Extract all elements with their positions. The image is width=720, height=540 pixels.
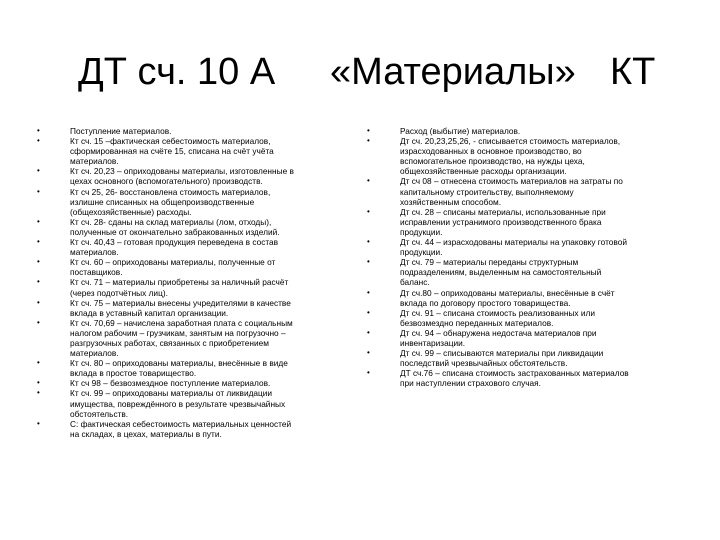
debit-entry-item-text: С: фактическая себестоимость материальных ценностей на складах, в цехах, материалы в пути. <box>70 418 292 439</box>
bullet-icon: • <box>37 297 40 307</box>
debit-entry-item-text: Кт сч. 20,23 – оприходованы материалы, изготовленные в цехах основного (вспомогательного) производств. <box>70 166 294 187</box>
credit-entry-item-text: Дт сч. 20,23,25,26, - списывается стоимость материалов, израсходованных в основное производство, во вспомогательное производство, на нужды цеха, общехозяйственные расходы организации. <box>400 136 621 177</box>
debit-entry-item <box>37 418 348 439</box>
credit-column <box>367 126 710 389</box>
credit-entry-item <box>367 368 710 389</box>
debit-entry-item-text: Кт сч 25, 26- восстановлена стоимость материалов, излишне списанных на общепроизводственные (общехозяйственные) расходы. <box>70 186 271 217</box>
debit-entry-item-text: Кт сч. 70,69 – начислена заработная плата с социальным налогом рабочим – грузчикам, занятым на погрузочно – разгрузочных работах, связанных с приобретением материалов. <box>70 317 293 359</box>
title-account-name: «Материалы» <box>330 51 576 93</box>
title-debit: ДТ сч. 10 А <box>78 51 276 93</box>
credit-entry-item <box>367 348 710 369</box>
credit-entry-item <box>367 307 710 328</box>
debit-entry-item <box>37 317 348 359</box>
slide-title <box>0 48 720 96</box>
debit-entry-item-text: Кт сч. 99 – оприходованы материалы от ликвидации имущества, повреждённого в результате чрезвычайных обстоятельств. <box>70 388 286 419</box>
credit-entry-item-text: Дт сч. 91 – списана стоимость реализованных или безвозмездно переданных материалов. <box>400 307 595 328</box>
debit-entry-item <box>37 216 348 237</box>
bullet-icon: • <box>367 136 370 146</box>
credit-entry-item <box>367 237 710 258</box>
credit-entry-item <box>367 257 710 288</box>
bullet-icon: • <box>37 317 40 327</box>
credit-entry-item-text: Дт сч. 99 – списываются материалы при ликвидации последствий чрезвычайных обстоятельств. <box>400 348 604 369</box>
debit-entry-item <box>37 277 348 298</box>
debit-entry-item-text: Кт сч. 40,43 – готовая продукция переведена в состав материалов. <box>70 237 279 258</box>
bullet-icon: • <box>37 378 40 388</box>
bullet-icon: • <box>367 327 370 337</box>
debit-entry-item <box>37 388 348 419</box>
debit-entry-item-text: Кт сч 98 – безвозмездное поступление материалов. <box>70 378 271 389</box>
title-credit: КТ <box>610 51 656 93</box>
bullet-icon: • <box>367 126 370 135</box>
debit-entry-item-text: Кт сч. 75 – материалы внесены учредителями в качестве вклада в уставный капитал организации. <box>70 297 291 318</box>
debit-entry-item-text: Кт сч. 80 – оприходованы материалы, внесённые в виде вклада в простое товарищество. <box>70 358 288 379</box>
bullet-icon: • <box>367 307 370 317</box>
credit-entry-item <box>367 176 710 207</box>
bullet-icon: • <box>367 176 370 186</box>
bullet-icon: • <box>367 237 370 247</box>
credit-entry-item-text: Дт сч. 44 – израсходованы материалы на упаковку готовой продукции. <box>400 237 627 258</box>
debit-entry-item <box>37 166 348 187</box>
credit-entry-item-text: Дт сч. 79 – материалы переданы структурным подразделениям, выделенным на самостоятельный баланс. <box>400 257 602 288</box>
debit-entry-item-text: Кт сч. 15 –фактическая себестоимость материалов, сформированная на счёте 15, списана на счёт учёта материалов. <box>70 136 274 167</box>
debit-entry-item <box>37 257 348 278</box>
bullet-icon: • <box>37 388 40 398</box>
debit-entry-item <box>37 136 348 167</box>
debit-entry-item-text: Кт сч. 71 – материалы приобретены за наличный расчёт (через подотчётных лиц). <box>70 277 289 298</box>
bullet-icon: • <box>37 257 40 267</box>
credit-entry-item-text: Дт сч. 28 – списаны материалы, использованные при исправлении устранимого производственного брака продукции. <box>400 206 606 237</box>
bullet-icon: • <box>37 358 40 368</box>
credit-entry-item-text: Дт сч. 94 – обнаружена недостача материалов при инвентаризации. <box>400 327 597 348</box>
bullet-icon: • <box>367 257 370 267</box>
debit-column <box>37 126 348 439</box>
debit-entry-item <box>37 126 348 136</box>
debit-entry-item-text: Кт сч. 28- сданы на склад материалы (лом, отходы), полученные от окончательно забракованных изделий. <box>70 216 280 237</box>
credit-entry-item <box>367 136 710 177</box>
credit-entry-item <box>367 327 710 348</box>
bullet-icon: • <box>37 277 40 287</box>
debit-entry-item-text: Поступление материалов. <box>70 126 172 136</box>
bullet-icon: • <box>37 237 40 247</box>
credit-entry-item-text: ДТ сч.76 – списана стоимость застрахованных материалов при наступлении страхового случая. <box>400 368 629 389</box>
credit-entry-item-text: Дт сч.80 – оприходованы материалы, внесённые в счёт вклада по договору простого товарищества. <box>400 287 615 308</box>
bullet-icon: • <box>367 206 370 216</box>
bullet-icon: • <box>367 287 370 297</box>
bullet-icon: • <box>367 368 370 378</box>
bullet-icon: • <box>37 186 40 196</box>
credit-entry-item-text: Дт сч 08 – отнесена стоимость материалов на затраты по капитальному строительству, выполняемому хозяйственным способом. <box>400 176 623 207</box>
credit-entry-item-text: Расход (выбытие) материалов. <box>400 126 521 136</box>
debit-entry-item <box>37 297 348 318</box>
debit-entry-item-text: Кт сч. 60 – оприходованы материалы, полученные от поставщиков. <box>70 257 276 278</box>
debit-entry-item <box>37 237 348 258</box>
debit-entry-item <box>37 358 348 379</box>
credit-entry-item <box>367 126 710 136</box>
debit-entry-item <box>37 186 348 217</box>
bullet-icon: • <box>37 216 40 226</box>
credit-entry-item <box>367 287 710 308</box>
bullet-icon: • <box>37 136 40 146</box>
credit-entry-item <box>367 206 710 237</box>
bullet-icon: • <box>37 126 40 135</box>
bullet-icon: • <box>37 418 40 428</box>
debit-entry-item <box>37 378 348 389</box>
bullet-icon: • <box>37 166 40 176</box>
bullet-icon: • <box>367 348 370 358</box>
